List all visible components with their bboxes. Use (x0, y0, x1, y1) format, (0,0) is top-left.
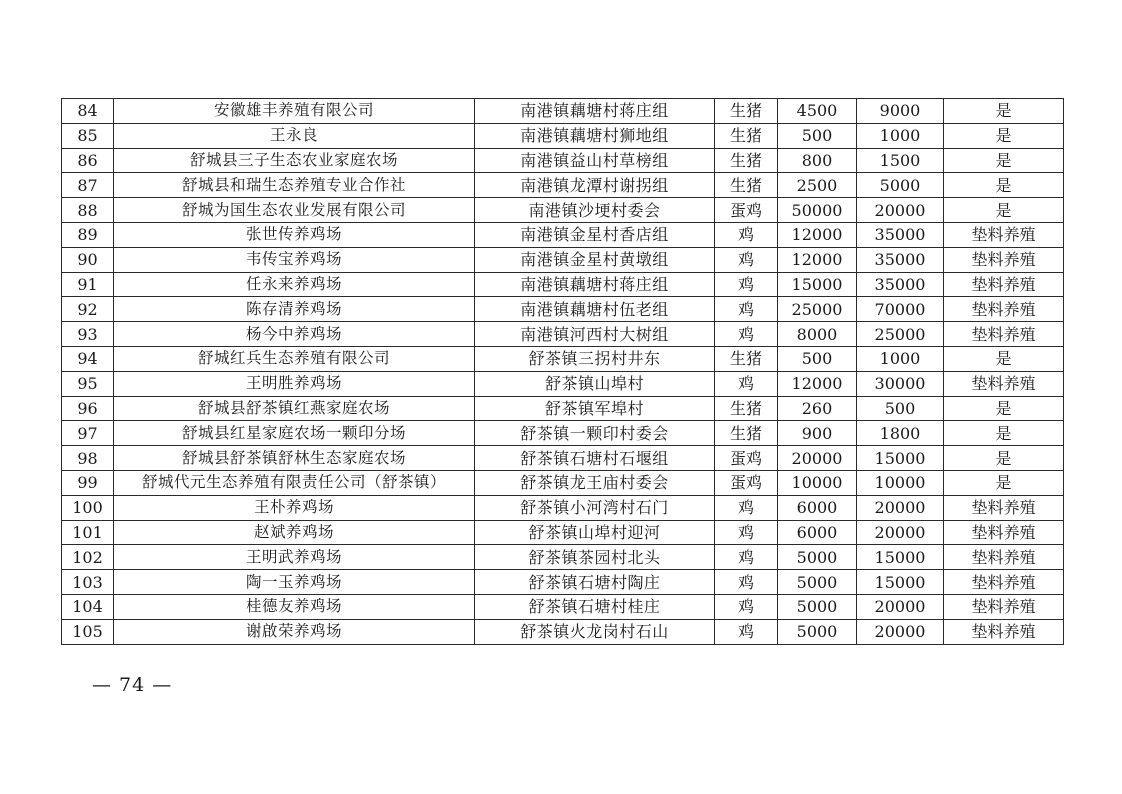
row-number-cell: 96 (62, 396, 114, 421)
table-row (62, 495, 1064, 520)
address-cell: 南港镇藕塘村狮地组 (475, 123, 715, 148)
address-cell: 南港镇金星村香店组 (475, 222, 715, 247)
stock-count-cell: 20000 (778, 446, 857, 471)
livestock-type-cell: 生猪 (715, 123, 778, 148)
address-cell: 舒茶镇石塘村石堰组 (475, 446, 715, 471)
stock-count-cell: 12000 (778, 371, 857, 396)
status-cell: 垫料养殖 (944, 322, 1064, 347)
table-row (62, 421, 1064, 446)
address-cell: 南港镇河西村大树组 (475, 322, 715, 347)
output-count-cell: 70000 (857, 297, 944, 322)
page-number: — 74 — (92, 674, 173, 696)
status-cell: 是 (944, 198, 1064, 223)
stock-count-cell: 900 (778, 421, 857, 446)
livestock-type-cell: 鸡 (715, 570, 778, 595)
farm-name-cell: 赵斌养鸡场 (114, 520, 475, 545)
stock-count-cell: 500 (778, 123, 857, 148)
table-row (62, 594, 1064, 619)
livestock-type-cell: 蛋鸡 (715, 446, 778, 471)
address-cell: 舒茶镇茶园村北头 (475, 545, 715, 570)
status-cell: 垫料养殖 (944, 619, 1064, 644)
table-row (62, 545, 1064, 570)
livestock-type-cell: 生猪 (715, 396, 778, 421)
stock-count-cell: 800 (778, 148, 857, 173)
address-cell: 舒茶镇龙王庙村委会 (475, 470, 715, 495)
livestock-type-cell: 生猪 (715, 421, 778, 446)
livestock-type-cell: 生猪 (715, 99, 778, 124)
farm-name-cell: 舒城县三子生态农业家庭农场 (114, 148, 475, 173)
output-count-cell: 9000 (857, 99, 944, 124)
address-cell: 南港镇金星村黄墩组 (475, 247, 715, 272)
table-row (62, 173, 1064, 198)
row-number-cell: 100 (62, 495, 114, 520)
stock-count-cell: 50000 (778, 198, 857, 223)
stock-count-cell: 260 (778, 396, 857, 421)
livestock-type-cell: 鸡 (715, 272, 778, 297)
status-cell: 是 (944, 99, 1064, 124)
status-cell: 是 (944, 148, 1064, 173)
address-cell: 南港镇藕塘村伍老组 (475, 297, 715, 322)
stock-count-cell: 25000 (778, 297, 857, 322)
row-number-cell: 95 (62, 371, 114, 396)
farm-name-cell: 舒城代元生态养殖有限责任公司（舒茶镇） (114, 470, 475, 495)
row-number-cell: 99 (62, 470, 114, 495)
row-number-cell: 87 (62, 173, 114, 198)
row-number-cell: 101 (62, 520, 114, 545)
output-count-cell: 20000 (857, 520, 944, 545)
farm-name-cell: 杨今中养鸡场 (114, 322, 475, 347)
table-row (62, 470, 1064, 495)
address-cell: 舒茶镇一颗印村委会 (475, 421, 715, 446)
address-cell: 舒茶镇石塘村陶庄 (475, 570, 715, 595)
stock-count-cell: 10000 (778, 470, 857, 495)
row-number-cell: 97 (62, 421, 114, 446)
table-row (62, 619, 1064, 644)
row-number-cell: 89 (62, 222, 114, 247)
table-row (62, 396, 1064, 421)
address-cell: 南港镇藕塘村蒋庄组 (475, 272, 715, 297)
livestock-type-cell: 鸡 (715, 297, 778, 322)
table-row (62, 272, 1064, 297)
output-count-cell: 1000 (857, 346, 944, 371)
row-number-cell: 94 (62, 346, 114, 371)
address-cell: 南港镇益山村草榜组 (475, 148, 715, 173)
livestock-type-cell: 蛋鸡 (715, 198, 778, 223)
address-cell: 舒茶镇军埠村 (475, 396, 715, 421)
stock-count-cell: 500 (778, 346, 857, 371)
output-count-cell: 20000 (857, 619, 944, 644)
farm-name-cell: 舒城为国生态农业发展有限公司 (114, 198, 475, 223)
table-row (62, 371, 1064, 396)
output-count-cell: 5000 (857, 173, 944, 198)
table-row (62, 446, 1064, 471)
status-cell: 垫料养殖 (944, 570, 1064, 595)
address-cell: 舒茶镇火龙岗村石山 (475, 619, 715, 644)
table-body (62, 99, 1064, 645)
status-cell: 垫料养殖 (944, 594, 1064, 619)
stock-count-cell: 5000 (778, 619, 857, 644)
address-cell: 舒茶镇山埠村 (475, 371, 715, 396)
table-row (62, 297, 1064, 322)
farm-name-cell: 王明武养鸡场 (114, 545, 475, 570)
stock-count-cell: 5000 (778, 545, 857, 570)
output-count-cell: 15000 (857, 545, 944, 570)
table-row (62, 520, 1064, 545)
farm-name-cell: 陈存清养鸡场 (114, 297, 475, 322)
address-cell: 南港镇龙潭村谢拐组 (475, 173, 715, 198)
table-row (62, 570, 1064, 595)
output-count-cell: 1800 (857, 421, 944, 446)
table-row (62, 346, 1064, 371)
status-cell: 是 (944, 446, 1064, 471)
output-count-cell: 20000 (857, 198, 944, 223)
livestock-type-cell: 生猪 (715, 148, 778, 173)
livestock-type-cell: 生猪 (715, 173, 778, 198)
output-count-cell: 35000 (857, 222, 944, 247)
stock-count-cell: 5000 (778, 594, 857, 619)
livestock-type-cell: 蛋鸡 (715, 470, 778, 495)
row-number-cell: 90 (62, 247, 114, 272)
row-number-cell: 105 (62, 619, 114, 644)
row-number-cell: 85 (62, 123, 114, 148)
address-cell: 舒茶镇小河湾村石门 (475, 495, 715, 520)
livestock-type-cell: 鸡 (715, 222, 778, 247)
farm-name-cell: 舒城县和瑞生态养殖专业合作社 (114, 173, 475, 198)
output-count-cell: 35000 (857, 272, 944, 297)
output-count-cell: 1500 (857, 148, 944, 173)
output-count-cell: 15000 (857, 570, 944, 595)
status-cell: 是 (944, 123, 1064, 148)
output-count-cell: 15000 (857, 446, 944, 471)
livestock-type-cell: 鸡 (715, 594, 778, 619)
row-number-cell: 98 (62, 446, 114, 471)
farm-name-cell: 舒城县舒茶镇红燕家庭农场 (114, 396, 475, 421)
status-cell: 是 (944, 396, 1064, 421)
output-count-cell: 1000 (857, 123, 944, 148)
stock-count-cell: 15000 (778, 272, 857, 297)
row-number-cell: 103 (62, 570, 114, 595)
livestock-type-cell: 鸡 (715, 371, 778, 396)
status-cell: 垫料养殖 (944, 520, 1064, 545)
status-cell: 垫料养殖 (944, 272, 1064, 297)
farm-name-cell: 任永来养鸡场 (114, 272, 475, 297)
row-number-cell: 91 (62, 272, 114, 297)
row-number-cell: 104 (62, 594, 114, 619)
stock-count-cell: 12000 (778, 247, 857, 272)
address-cell: 南港镇沙埂村委会 (475, 198, 715, 223)
stock-count-cell: 6000 (778, 520, 857, 545)
output-count-cell: 500 (857, 396, 944, 421)
row-number-cell: 84 (62, 99, 114, 124)
table-row (62, 99, 1064, 124)
status-cell: 是 (944, 470, 1064, 495)
status-cell: 垫料养殖 (944, 495, 1064, 520)
output-count-cell: 25000 (857, 322, 944, 347)
table-row (62, 123, 1064, 148)
address-cell: 舒茶镇三拐村井东 (475, 346, 715, 371)
farm-name-cell: 谢啟荣养鸡场 (114, 619, 475, 644)
livestock-type-cell: 鸡 (715, 520, 778, 545)
stock-count-cell: 8000 (778, 322, 857, 347)
status-cell: 垫料养殖 (944, 222, 1064, 247)
table-row (62, 148, 1064, 173)
output-count-cell: 20000 (857, 594, 944, 619)
status-cell: 是 (944, 346, 1064, 371)
status-cell: 垫料养殖 (944, 545, 1064, 570)
status-cell: 垫料养殖 (944, 297, 1064, 322)
livestock-type-cell: 鸡 (715, 247, 778, 272)
stock-count-cell: 12000 (778, 222, 857, 247)
row-number-cell: 92 (62, 297, 114, 322)
stock-count-cell: 6000 (778, 495, 857, 520)
farm-name-cell: 安徽雄丰养殖有限公司 (114, 99, 475, 124)
farm-name-cell: 王明胜养鸡场 (114, 371, 475, 396)
status-cell: 是 (944, 421, 1064, 446)
farm-name-cell: 陶一玉养鸡场 (114, 570, 475, 595)
farm-name-cell: 舒城县舒茶镇舒林生态家庭农场 (114, 446, 475, 471)
output-count-cell: 30000 (857, 371, 944, 396)
status-cell: 垫料养殖 (944, 247, 1064, 272)
farm-name-cell: 王永良 (114, 123, 475, 148)
farm-name-cell: 桂德友养鸡场 (114, 594, 475, 619)
output-count-cell: 35000 (857, 247, 944, 272)
farm-name-cell: 张世传养鸡场 (114, 222, 475, 247)
farm-list-table (61, 98, 1064, 645)
status-cell: 垫料养殖 (944, 371, 1064, 396)
stock-count-cell: 4500 (778, 99, 857, 124)
row-number-cell: 93 (62, 322, 114, 347)
farm-name-cell: 韦传宝养鸡场 (114, 247, 475, 272)
livestock-type-cell: 鸡 (715, 619, 778, 644)
livestock-type-cell: 鸡 (715, 545, 778, 570)
output-count-cell: 20000 (857, 495, 944, 520)
stock-count-cell: 2500 (778, 173, 857, 198)
farm-name-cell: 舒城红兵生态养殖有限公司 (114, 346, 475, 371)
address-cell: 舒茶镇石塘村桂庄 (475, 594, 715, 619)
livestock-type-cell: 鸡 (715, 322, 778, 347)
row-number-cell: 86 (62, 148, 114, 173)
address-cell: 舒茶镇山埠村迎河 (475, 520, 715, 545)
table-row (62, 198, 1064, 223)
address-cell: 南港镇藕塘村蒋庄组 (475, 99, 715, 124)
output-count-cell: 10000 (857, 470, 944, 495)
farm-name-cell: 王朴养鸡场 (114, 495, 475, 520)
stock-count-cell: 5000 (778, 570, 857, 595)
table-row (62, 222, 1064, 247)
row-number-cell: 102 (62, 545, 114, 570)
livestock-type-cell: 鸡 (715, 495, 778, 520)
status-cell: 是 (944, 173, 1064, 198)
table-row (62, 322, 1064, 347)
livestock-type-cell: 生猪 (715, 346, 778, 371)
row-number-cell: 88 (62, 198, 114, 223)
table-row (62, 247, 1064, 272)
farm-name-cell: 舒城县红星家庭农场一颗印分场 (114, 421, 475, 446)
